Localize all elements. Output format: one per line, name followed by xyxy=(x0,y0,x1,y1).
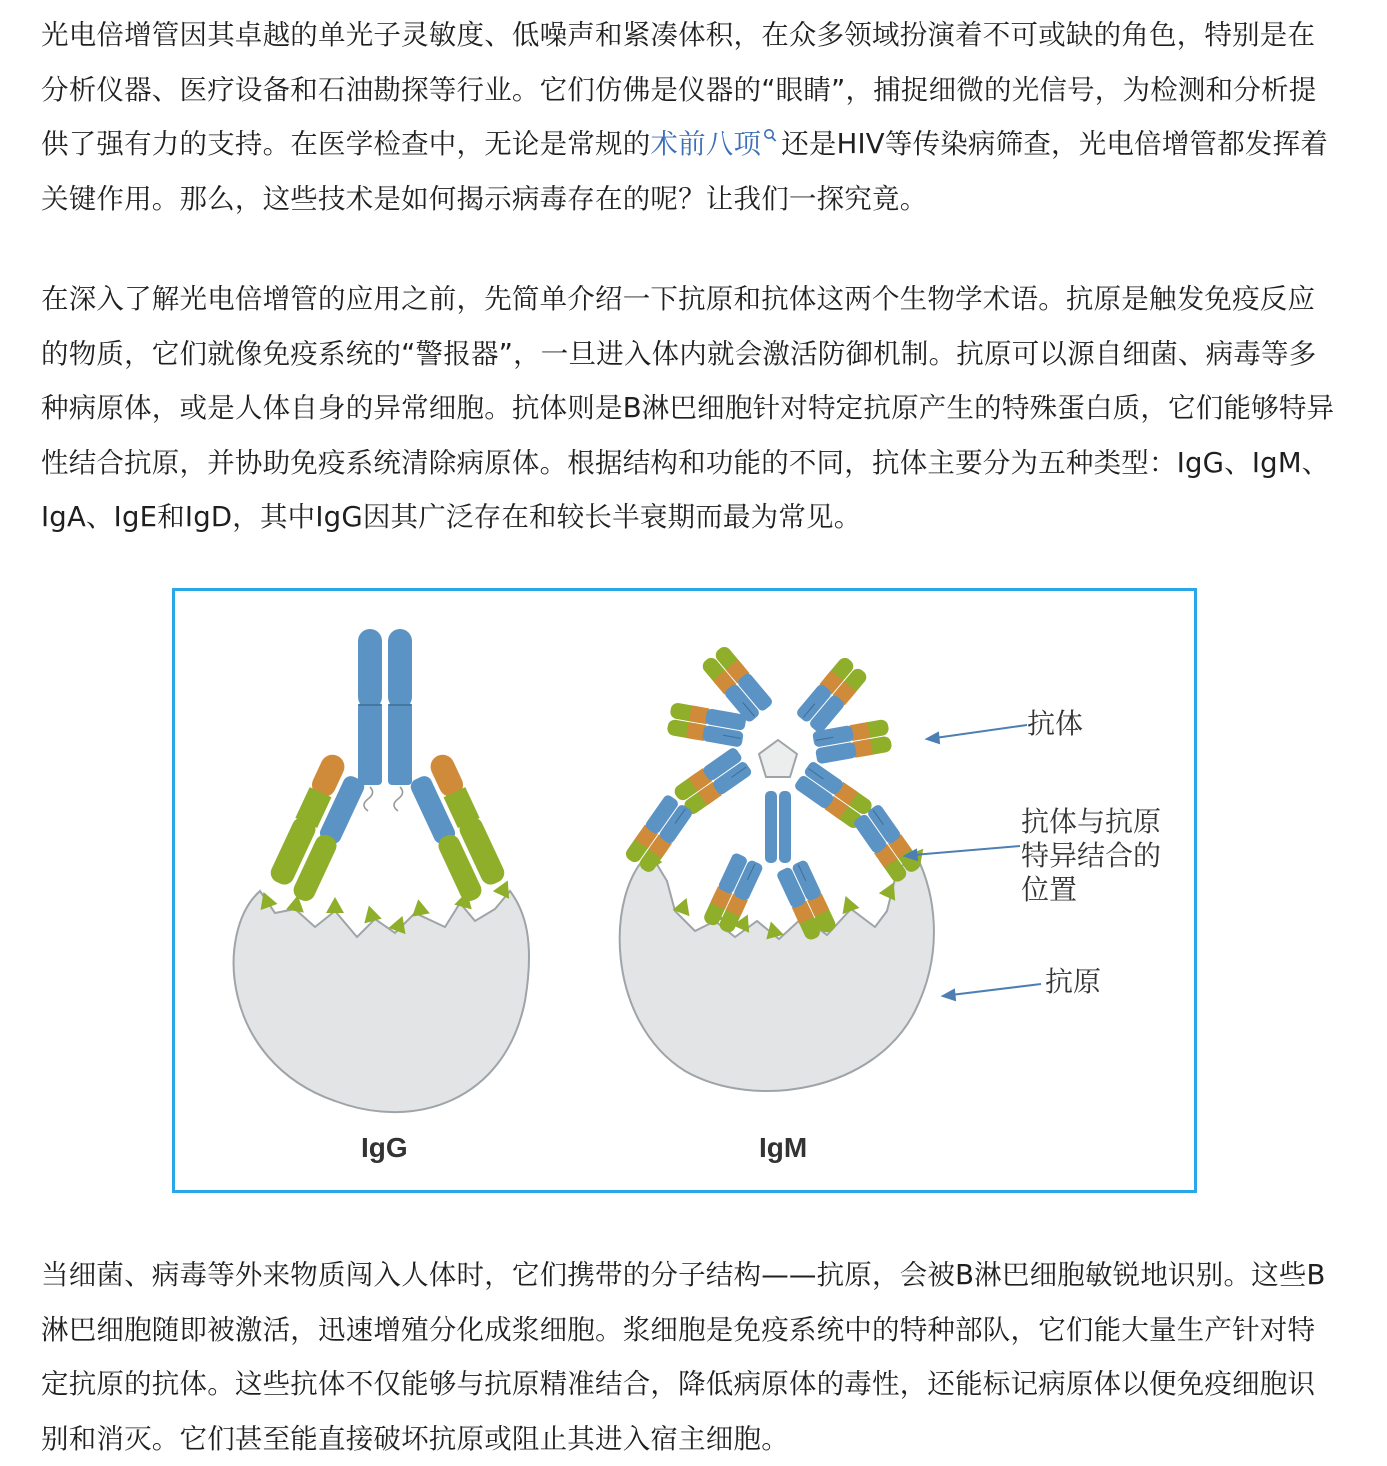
label-binding-site-line2: 特异结合的 xyxy=(1021,839,1162,872)
igg-antigen xyxy=(234,891,529,1112)
label-binding-site-line3: 位置 xyxy=(1021,873,1078,906)
antibody-figure xyxy=(172,588,1197,1193)
paragraph-intro-text-1: 光电倍增管因其卓越的单光子灵敏度、低噪声和紧凑体积，在众多领域扮演着不可或缺的角色，特别是在分析仪器、医疗设备和石油勘探等行业。它们仿佛是仪器的“眼睛”，捕捉细微的光信号，为检测和分析提供了强有力的支持。在医学检查中，无论是常规的 xyxy=(41,19,1317,160)
caption-igm: IgM xyxy=(759,1132,808,1163)
label-antibody: 抗体 xyxy=(1027,707,1084,740)
search-icon[interactable] xyxy=(763,128,777,146)
paragraph-intro-text-2: 还是HIV等传染病筛查，光电倍增管都发挥着关键作用。那么，这些技术是如何揭示病毒存在的呢？让我们一探究竟。 xyxy=(41,128,1329,215)
label-binding-site-line1: 抗体与抗原 xyxy=(1021,805,1162,838)
paragraph-immune-response: 当细菌、病毒等外来物质闯入人体时，它们携带的分子结构——抗原，会被B淋巴细胞敏锐地识别。这些B淋巴细胞随即被激活，迅速增殖分化成浆细胞。浆细胞是免疫系统中的特种部队，它们能大量生产针对特定抗原的抗体。这些抗体不仅能够与抗原精准结合，降低病原体的毒性，还能标记病原体以便免疫细胞识别和消灭。它们甚至能直接破坏抗原或阻止其进入宿主细胞。 xyxy=(41,1259,1326,1455)
caption-igg: IgG xyxy=(361,1132,408,1163)
paragraph-intro xyxy=(41,8,1341,226)
term-link-preop-tests[interactable]: 术前八项 xyxy=(650,128,762,160)
igg-antibody xyxy=(265,629,510,904)
antibody-diagram xyxy=(175,591,1194,1190)
label-antigen: 抗原 xyxy=(1045,965,1102,998)
paragraph-antigen-antibody: 在深入了解光电倍增管的应用之前，先简单介绍一下抗原和抗体这两个生物学术语。抗原是触发免疫反应的物质，它们就像免疫系统的“警报器”，一旦进入体内就会激活防御机制。抗原可以源自细菌、病毒等多种病原体，或是人体自身的异常细胞。抗体则是B淋巴细胞针对特定抗原产生的特殊蛋白质，它们能够特异性结合抗原，并协助免疫系统清除病原体。根据结构和功能的不同，抗体主要分为五种类型：IgG、IgM、IgA、IgE和IgD，其中IgG因其广泛存在和较长半衰期而最为常见。 xyxy=(41,283,1335,533)
